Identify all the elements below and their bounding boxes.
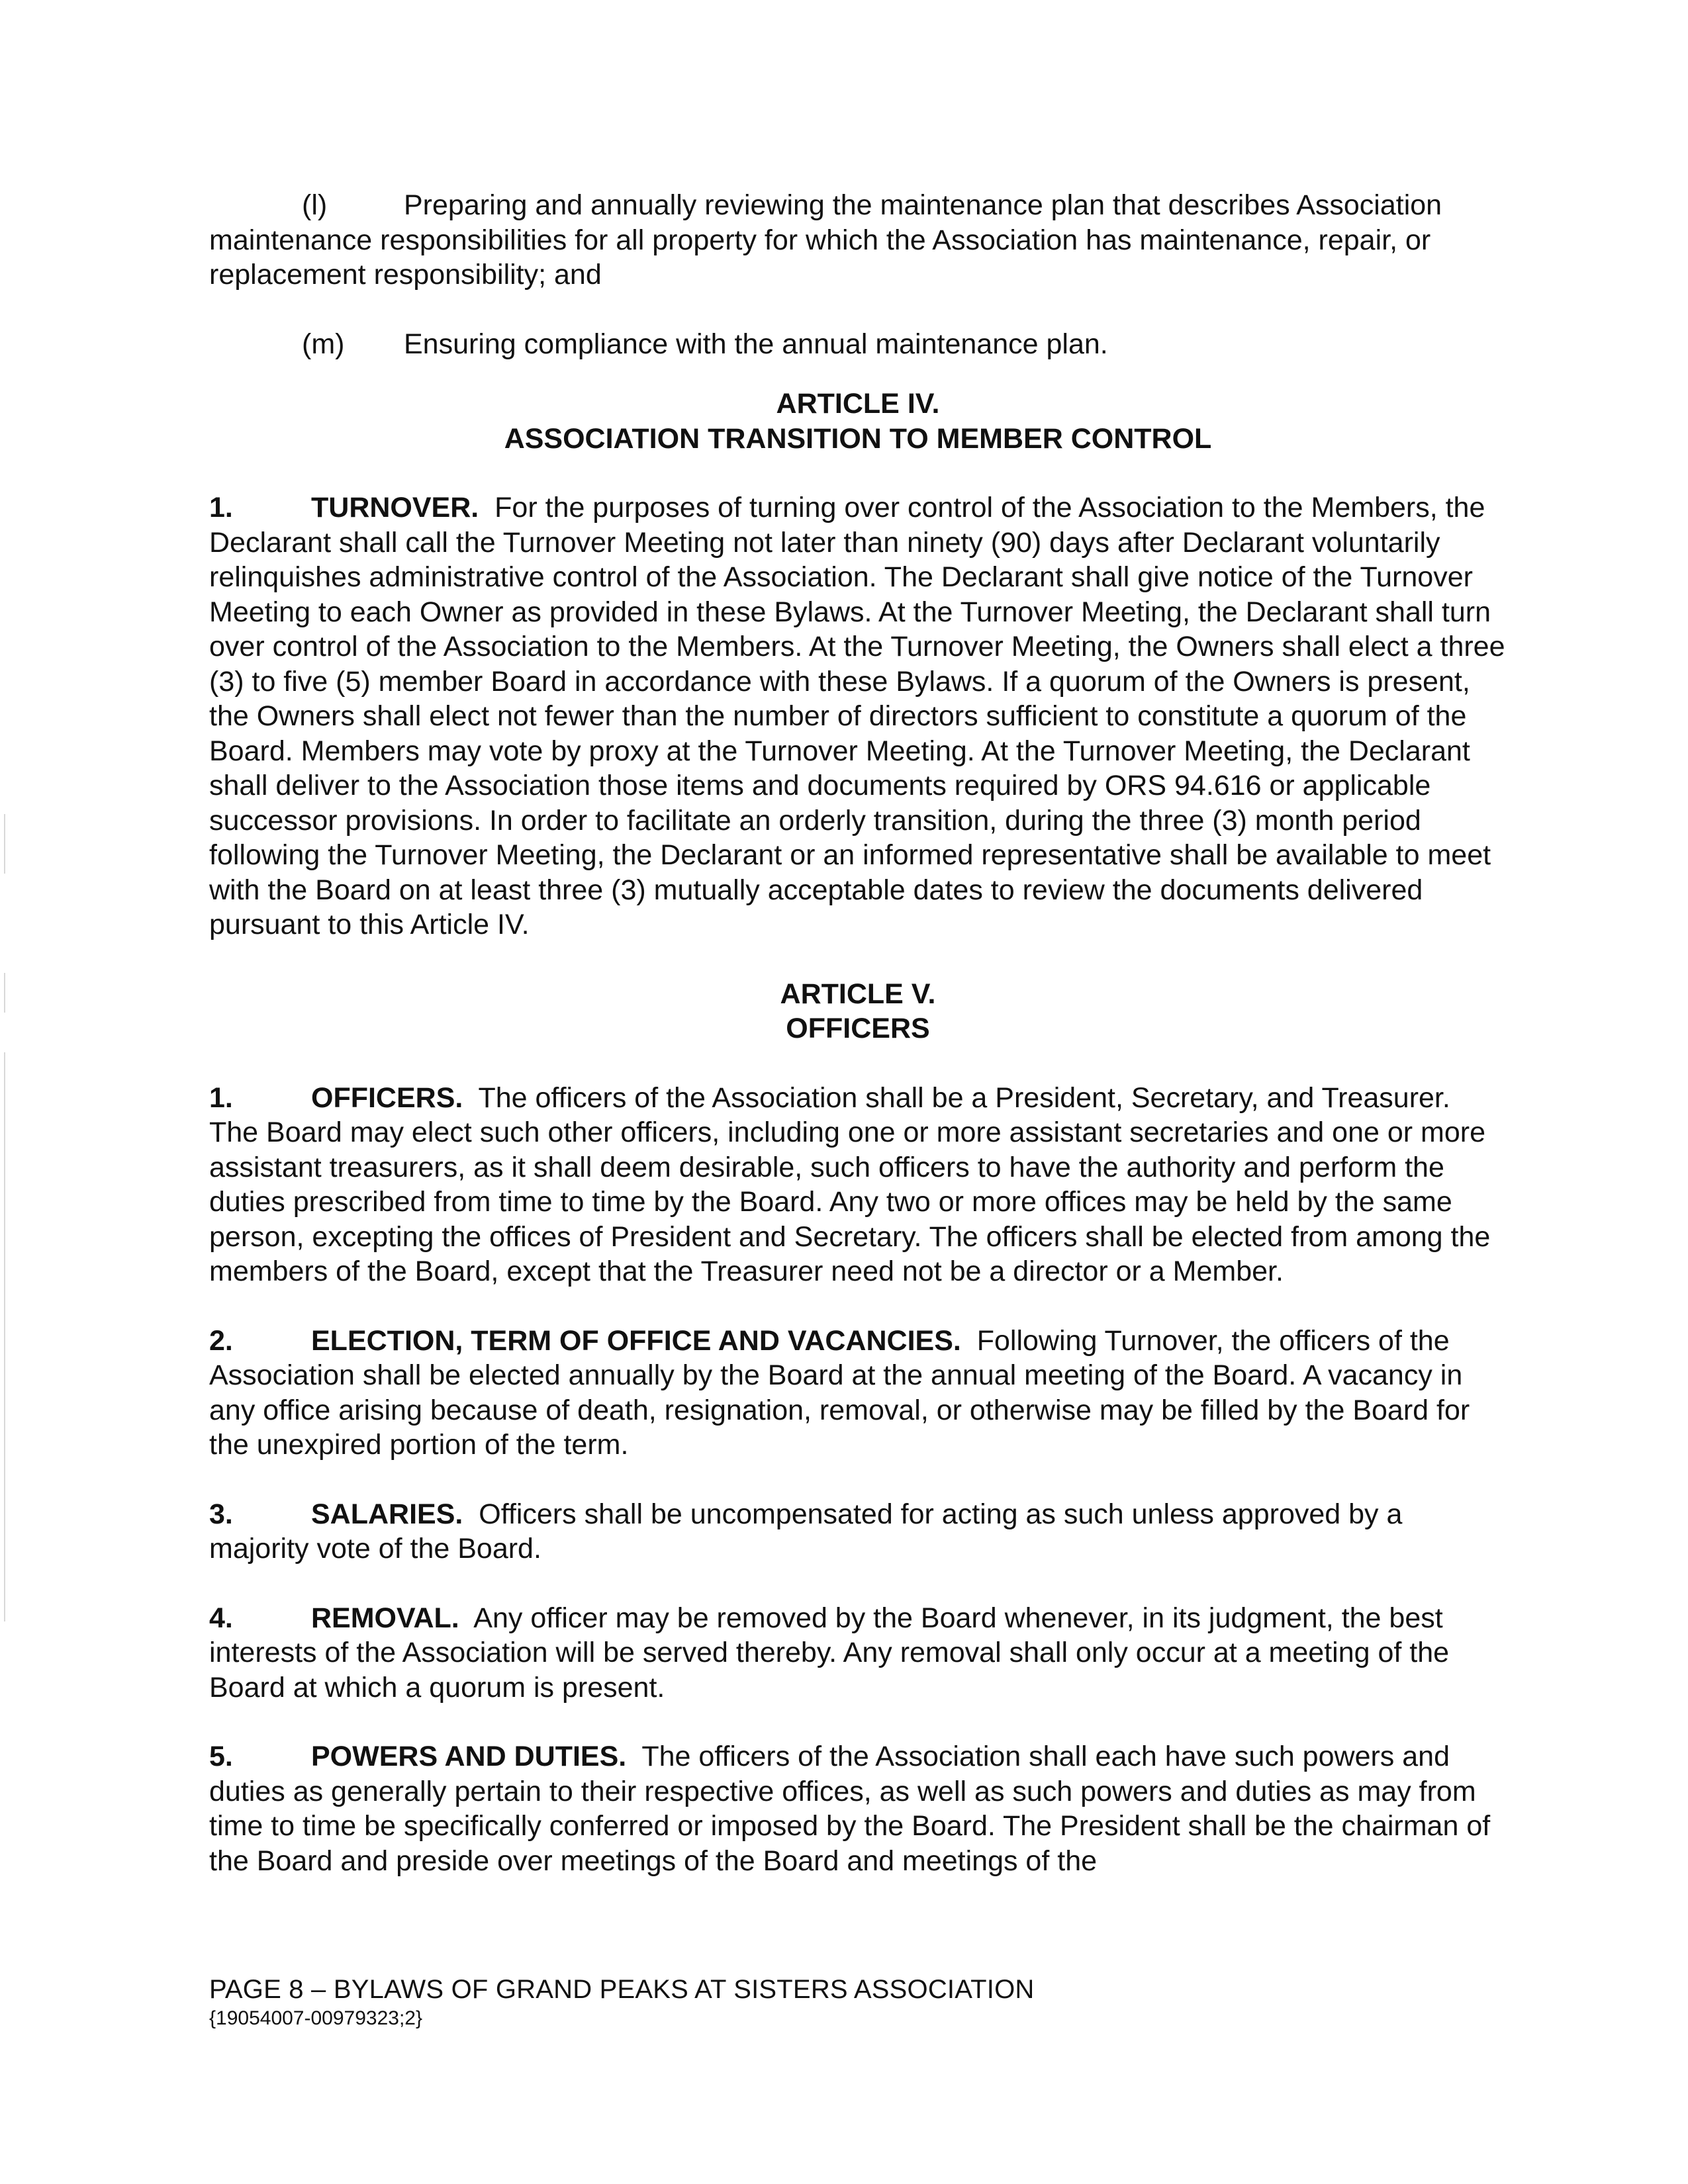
section-number: 2. [209, 1324, 233, 1357]
section-title: POWERS AND DUTIES. [311, 1741, 627, 1772]
section-text: Any officer may be removed by the Board whenever, in its judgment, the best interests of the Association will be served thereby. Any removal shall only occur at a meeting of the Board at which a quorum is present. [209, 1602, 1450, 1704]
section-paragraph [209, 1739, 1507, 1878]
page-footer [209, 1974, 1507, 2032]
section-text: Officers shall be uncompensated for acting as such unless approved by a majority vote of the Board. [209, 1498, 1403, 1565]
section-number: 3. [209, 1498, 233, 1530]
section-title: REMOVAL. [311, 1602, 459, 1634]
section-title: OFFICERS. [311, 1081, 463, 1114]
section-number: 5. [209, 1741, 233, 1772]
section-number: 1. [209, 492, 233, 523]
margin-scan-mark [4, 973, 5, 1013]
footer-document-code: {19054007-00979323;2} [209, 2007, 423, 2029]
list-item-text: Ensuring compliance with the annual maintenance plan. [404, 328, 1108, 360]
section-paragraph [209, 1601, 1507, 1706]
article-number: ARTICLE V. [780, 978, 936, 1010]
margin-scan-mark [4, 814, 5, 874]
footer-page-label: PAGE 8 – BYLAWS OF GRAND PEAKS AT SISTERS ASSOCIATION [209, 1975, 1035, 2004]
article-title: OFFICERS [786, 1013, 930, 1044]
article-title: ASSOCIATION TRANSITION TO MEMBER CONTROL [504, 422, 1212, 455]
article-number: ARTICLE IV. [776, 388, 940, 420]
list-item [209, 188, 1507, 293]
section-paragraph [209, 1497, 1507, 1567]
margin-scan-mark [4, 1052, 5, 1621]
section-paragraph [209, 1081, 1507, 1289]
section-text: Following Turnover, the officers of the Association shall be elected annually by the Board at the annual meeting of the Board. A vacancy in any office arising because of death, resignation, removal, or otherwise may be filled by the Board for the unexpired portion of the term. [209, 1324, 1470, 1461]
section-paragraph [209, 490, 1507, 942]
section-text: The officers of the Association shall each have such powers and duties as generally pertain to their respective offices, as well as such powers and duties as may from time to time be specifically conferred or imposed by the Board. The President shall be the chairman of the Board and preside over meetings of the Board and meetings of the [209, 1741, 1491, 1877]
article-heading [209, 387, 1507, 456]
section-title: TURNOVER. [311, 492, 479, 523]
section-text: For the purposes of turning over control of the Association to the Members, the Declarant shall call the Turnover Meeting not later than ninety (90) days after Declarant voluntarily relinquishes administrative control of the Association. The Declarant shall give notice of the Turnover Meeting to each Owner as provided in these Bylaws. At the Turnover Meeting, the Declarant shall turn over control of the Association to the Members. At the Turnover Meeting, the Owners shall elect a three (3) to five (5) member Board in accordance with these Bylaws. If a quorum of the Owners is present, the Owners shall elect not fewer than the number of directors sufficient to constitute a quorum of the Board. Members may vote by proxy at the Turnover Meeting. At the Turnover Meeting, the Declarant shall deliver to the Association those items and documents required by ORS 94.616 or applicable successor provisions. In order to facilitate an orderly transition, during the three (3) month period following the Turnover Meeting, the Declarant or an informed representative shall be available to meet with the Board on at least three (3) mutually acceptable dates to review the documents delivered pursuant to this Article IV. [209, 492, 1505, 940]
section-title: ELECTION, TERM OF OFFICE AND VACANCIES. [311, 1324, 961, 1357]
list-item-text: Preparing and annually reviewing the maintenance plan that describes Association maintenance responsibilities for all property for which the Association has maintenance, repair, or replacement responsibility; and [209, 189, 1442, 291]
list-marker: (l) [302, 189, 328, 221]
section-number: 1. [209, 1081, 233, 1114]
section-number: 4. [209, 1602, 233, 1634]
list-item [209, 327, 1507, 362]
document-page [209, 188, 1507, 1913]
article-heading [209, 977, 1507, 1046]
section-text: The officers of the Association shall be a President, Secretary, and Treasurer. The Board may elect such other officers, including one or more assistant secretaries and one or more assistant treasurers, as it shall deem desirable, such officers to have the authority and perform the duties prescribed from time to time by the Board. Any two or more offices may be held by the same person, excepting the offices of President and Secretary. The officers shall be elected from among the members of the Board, except that the Treasurer need not be a director or a Member. [209, 1081, 1491, 1287]
section-paragraph [209, 1324, 1507, 1463]
section-title: SALARIES. [311, 1498, 463, 1530]
list-marker: (m) [302, 328, 345, 360]
